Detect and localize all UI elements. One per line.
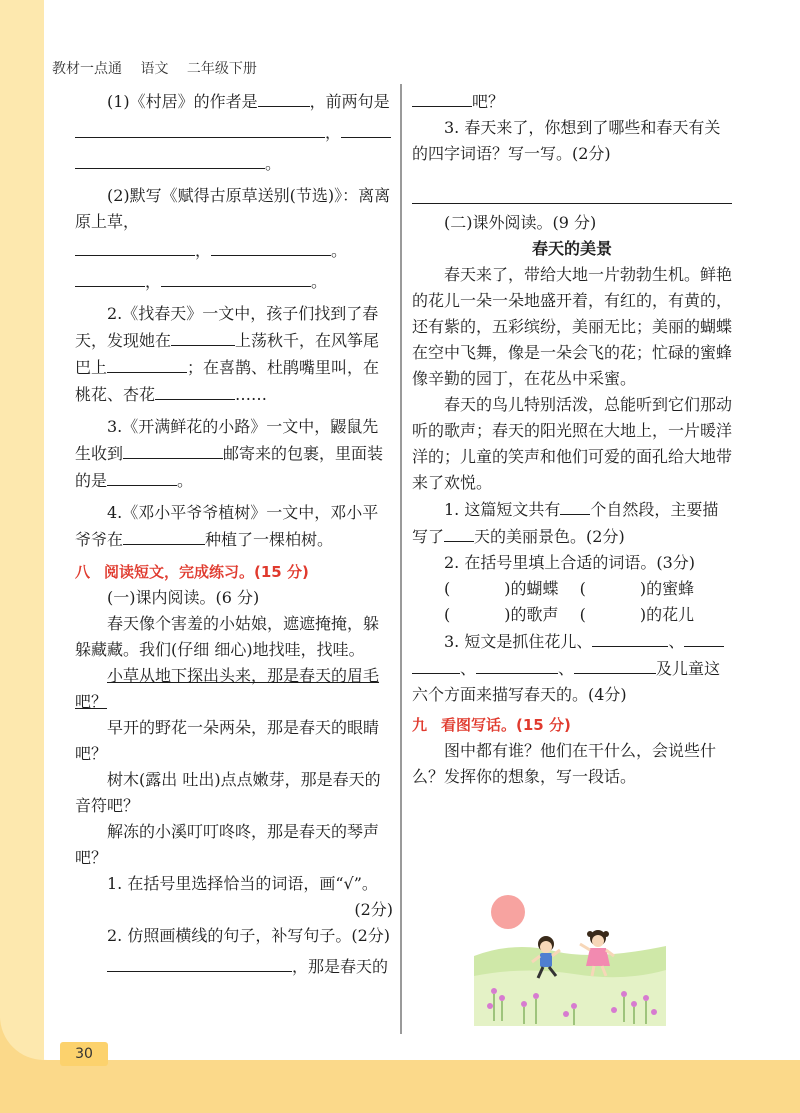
subsection-extra-reading: (二)课外阅读。(9 分) (444, 213, 597, 232)
grade-name: 二年级下册 (186, 61, 257, 77)
fill-row: ( )的蝴蝶 ( )的蜜蜂 (444, 579, 695, 598)
answer-blank[interactable] (171, 327, 235, 346)
answer-blank[interactable] (123, 440, 223, 459)
answer-blank[interactable] (211, 237, 331, 256)
question-2: 2.《找春天》一文中，孩子们找到了春天，发现她在 上荡秋千，在风筝尾巴上 ；在喜鹊、杜鹃嘴里叫，在桃花、杏花 …… (75, 304, 380, 404)
sun-icon (491, 895, 525, 929)
question-3: 3.《开满鲜花的小路》一文中，鼹鼠先生收到 邮寄来的包裹，里面装的是 。 (75, 417, 384, 490)
answer-line-row: 。 (75, 150, 393, 177)
writing-prompt: 图中都有谁？他们在干什么，会说些什么？发挥你的想象，写一段话。 (412, 741, 717, 786)
extra-question-3: 3. 短文是抓住花儿、 、 、 、 及儿童这六个方面来描写春天的。(4分) (412, 628, 732, 708)
page-number: 30 (60, 1042, 108, 1066)
story-paragraph: 春天来了，带给大地一片勃勃生机。鲜艳的花儿一朵一朵地盛开着，有红的，有黄的，还有紫的，五彩缤纷，美丽无比；美丽的蝴蝶在空中飞舞，像是一朵会飞的花；忙碌的蜜蜂像辛勤的园丁，在花丛中采蜜。 (412, 265, 733, 388)
story-paragraph: 春天的鸟儿特别活泼，总能听到它们那动听的歌声；春天的阳光照在大地上，一片暖洋洋的；儿童的笑声和他们可爱的面孔给大地带来了欢悦。 (412, 395, 733, 492)
reading-paragraph: 树木(露出 吐出)点点嫩芽，那是春天的音符吧？ (75, 770, 381, 815)
answer-line-row: ， 。 (75, 237, 393, 264)
column-divider (400, 84, 402, 1034)
subsection-inclass-reading: (一)课内阅读。(6 分) (107, 588, 260, 607)
answer-blank[interactable] (258, 88, 310, 107)
answer-blank[interactable] (107, 467, 177, 486)
reading-question-3: 3. 春天来了，你想到了哪些和春天有关的四字词语？写一写。(2分) (412, 118, 721, 163)
answer-blank[interactable] (107, 953, 292, 972)
question-1-2: (2)默写《赋得古原草送别(节选)》：离离原上草， (75, 186, 391, 231)
answer-blank[interactable] (412, 88, 472, 107)
answer-blank[interactable] (684, 628, 724, 647)
answer-line-row: 吧？ (412, 88, 732, 115)
section-9-heading: 九 看图写话。(15 分) (412, 716, 571, 734)
reading-paragraph: 春天像个害羞的小姑娘，遮遮掩掩，躲躲藏藏。我们(仔细 细心)地找哇，找哇。 (75, 614, 380, 659)
answer-blank[interactable] (412, 655, 460, 674)
answer-blank[interactable] (75, 237, 195, 256)
answer-line-row: ， (75, 119, 393, 146)
right-column (412, 88, 732, 790)
answer-blank[interactable] (75, 119, 325, 138)
left-column (75, 88, 393, 980)
answer-blank[interactable] (592, 628, 668, 647)
reading-question-2: 2. 仿照画横线的句子，补写句子。(2分) (107, 926, 391, 945)
reading-question-1: 1. 在括号里选择恰当的词语，画“√”。 (107, 874, 378, 893)
subject-name: 语文 (140, 61, 169, 77)
answer-blank[interactable] (341, 119, 391, 138)
answer-blank[interactable] (161, 268, 311, 287)
section-8-heading: 八 阅读短文，完成练习。(15 分) (75, 563, 309, 581)
answer-blank[interactable] (444, 523, 474, 542)
answer-blank[interactable] (75, 268, 145, 287)
answer-line-row: ，那是春天的 (75, 953, 393, 980)
answer-blank[interactable] (107, 354, 187, 373)
answer-blank[interactable] (476, 655, 558, 674)
book-name: 教材一点通 (52, 61, 122, 77)
question-4: 4.《邓小平爷爷植树》一文中，邓小平爷爷在 种植了一棵柏树。 (75, 503, 379, 549)
answer-line-row: ， 。 (75, 268, 393, 295)
reading-paragraph: 解冻的小溪叮叮咚咚，那是春天的琴声吧？ (75, 822, 380, 867)
answer-blank[interactable] (155, 381, 235, 400)
answer-blank[interactable] (560, 496, 590, 515)
answer-line[interactable] (412, 181, 732, 204)
page-header (52, 58, 271, 78)
extra-question-1: 1. 这篇短文共有 个自然段，主要描写了 天的美丽景色。(2分) (412, 496, 732, 550)
fill-row: ( )的歌声 ( )的花儿 (444, 605, 695, 624)
story-title: 春天的美景 (531, 239, 612, 258)
page-side-band (0, 0, 44, 1060)
extra-question-2: 2. 在括号里填上合适的词语。(3分) (444, 553, 696, 572)
reading-paragraph-underlined: 小草从地下探出头来，那是春天的眉毛吧？ (75, 666, 380, 711)
answer-blank[interactable] (574, 655, 656, 674)
answer-blank[interactable] (75, 150, 265, 169)
reading-paragraph: 早开的野花一朵两朵，那是春天的眼睛吧？ (75, 718, 380, 763)
question-1-1: (1)《村居》的作者是 ，前两句是 (75, 88, 393, 115)
spring-scene-illustration (474, 886, 666, 1026)
answer-blank[interactable] (123, 526, 205, 545)
reading-question-1-score: (2分) (354, 900, 393, 919)
